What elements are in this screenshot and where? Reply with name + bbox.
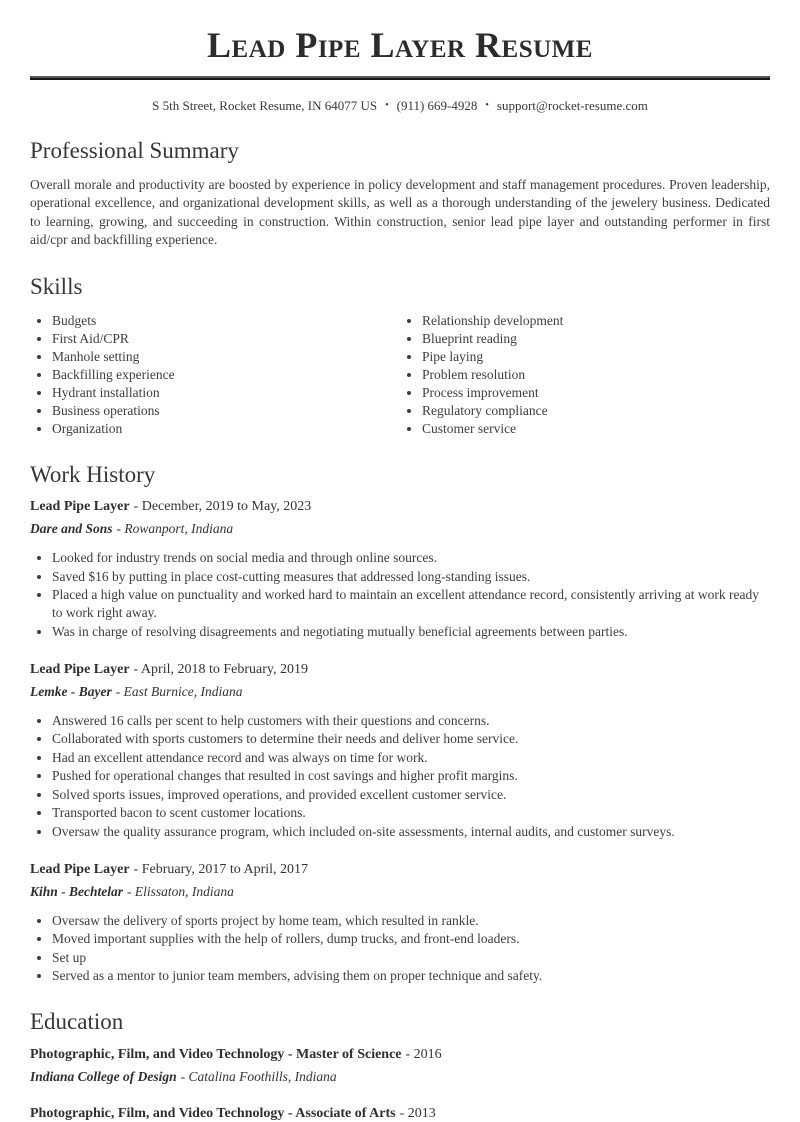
education-year: - 2013 (399, 1106, 436, 1122)
job-location: - Rowanport, Indiana (116, 521, 234, 537)
skill-item: • Blueprint reading (422, 330, 770, 348)
skill-item: • Customer service (422, 420, 770, 438)
job-dates: - April, 2018 to February, 2019 (133, 661, 309, 677)
job-bullet: • Answered 16 calls per scent to help customers with their questions and concerns. (52, 712, 770, 730)
bullet-separator-icon: • (485, 99, 489, 111)
job-title-line (30, 499, 770, 515)
job-company: Lemke - Bayer (30, 683, 112, 699)
education-program: Photographic, Film, and Video Technology - Associate of Arts (30, 1106, 396, 1122)
job-title: Lead Pipe Layer (30, 661, 130, 677)
job-company-line (30, 884, 770, 900)
education-location: - Catalina Foothills, Indiana (180, 1069, 337, 1085)
skill-item: • Hydrant installation (52, 384, 400, 402)
job-entry (30, 662, 770, 841)
education-school-line (30, 1069, 770, 1085)
section-professional-summary (30, 139, 770, 250)
job-bullet: • Solved sports issues, improved operations, and provided excellent customer service. (52, 786, 770, 804)
job-bullet: • Oversaw the delivery of sports project by home team, which resulted in rankle. (52, 912, 770, 930)
job-company: Dare and Sons (30, 521, 113, 537)
skills-column-right (400, 312, 770, 438)
skill-item: • Regulatory compliance (422, 402, 770, 420)
professional-summary-text: Overall morale and productivity are boosted by experience in policy development and staff management procedures. Proven leadership, operational excellence, and organizational development skills, as well as a thorough understanding of the jewelery business. Dedicated to learning, growing, and succeeding in construction. Within construction, senior lead pipe layer and outstanding performer in first aid/cpr and backfilling experience. (30, 176, 770, 248)
skill-item: • Pipe laying (422, 348, 770, 366)
skill-item: • Business operations (52, 402, 400, 420)
job-entry (30, 499, 770, 641)
education-program-line (30, 1106, 770, 1122)
skill-item: • Relationship development (422, 312, 770, 330)
section-work-history (30, 463, 770, 985)
education-year: - 2016 (405, 1047, 442, 1063)
education-entry (30, 1106, 770, 1122)
skill-item: • Budgets (52, 312, 400, 330)
skill-item: • Process improvement (422, 384, 770, 402)
section-education (30, 1010, 770, 1122)
section-skills (30, 275, 770, 438)
job-bullet-list (30, 712, 770, 841)
skills-column-left (30, 312, 400, 438)
skill-item: • Problem resolution (422, 366, 770, 384)
job-bullet: • Served as a mentor to junior team members, advising them on proper technique and safety. (52, 967, 770, 985)
skills-columns (30, 312, 770, 438)
job-location: - Elissaton, Indiana (127, 883, 234, 899)
skill-item: • Manhole setting (52, 348, 400, 366)
resume-title: Lead Pipe Layer Resume (207, 25, 593, 65)
job-bullet: • Transported bacon to scent customer locations. (52, 804, 770, 822)
job-bullet: • Pushed for operational changes that resulted in cost savings and higher profit margins. (52, 767, 770, 785)
title-divider (30, 76, 770, 80)
section-heading-work-history: Work History (30, 461, 156, 487)
job-bullet: • Oversaw the quality assurance program, which included on-site assessments, internal audits, and customer surveys. (52, 823, 770, 841)
contact-address: S 5th Street, Rocket Resume, IN 64077 US (152, 97, 378, 113)
education-program-line (30, 1047, 770, 1063)
education-school: Indiana College of Design (30, 1069, 177, 1085)
job-company: Kihn - Bechtelar (30, 883, 124, 899)
job-bullet: • Placed a high value on punctuality and worked hard to maintain an excellent attendance record, consistently arriving at work ready to work right away. (52, 586, 770, 622)
job-bullet: • Had an excellent attendance record and was always on time for work. (52, 749, 770, 767)
education-entry (30, 1047, 770, 1085)
job-bullet: • Saved $16 by putting in place cost-cutting measures that addressed long-standing issues. (52, 568, 770, 586)
contact-line (30, 98, 770, 114)
skill-item: • Organization (52, 420, 400, 438)
job-title: Lead Pipe Layer (30, 499, 130, 515)
job-title-line (30, 862, 770, 878)
job-bullet: • Moved important supplies with the help of rollers, dump trucks, and front-end loaders. (52, 930, 770, 948)
job-title-line (30, 662, 770, 678)
job-company-line (30, 521, 770, 537)
section-heading-education: Education (30, 1009, 124, 1035)
skill-item: • First Aid/CPR (52, 330, 400, 348)
bullet-separator-icon: • (385, 99, 389, 111)
section-heading-professional-summary: Professional Summary (30, 137, 239, 163)
job-bullet: • Collaborated with sports customers to determine their needs and deliver home service. (52, 730, 770, 748)
contact-phone: (911) 669-4928 (396, 97, 478, 113)
resume-header (30, 0, 770, 114)
skill-item: • Backfilling experience (52, 366, 400, 384)
section-heading-skills: Skills (30, 273, 83, 299)
job-title: Lead Pipe Layer (30, 861, 130, 877)
job-bullet-list (30, 549, 770, 641)
job-bullet: • Set up (52, 949, 770, 967)
job-dates: - December, 2019 to May, 2023 (133, 499, 312, 515)
job-bullet: • Looked for industry trends on social media and through online sources. (52, 549, 770, 567)
job-company-line (30, 684, 770, 700)
job-bullet: • Was in charge of resolving disagreements and negotiating mutually beneficial agreements between parties. (52, 623, 770, 641)
job-dates: - February, 2017 to April, 2017 (133, 861, 309, 877)
contact-email: support@rocket-resume.com (496, 97, 648, 113)
job-location: - East Burnice, Indiana (115, 683, 243, 699)
job-bullet-list (30, 912, 770, 986)
education-program: Photographic, Film, and Video Technology - Master of Science (30, 1047, 402, 1063)
job-entry (30, 862, 770, 986)
